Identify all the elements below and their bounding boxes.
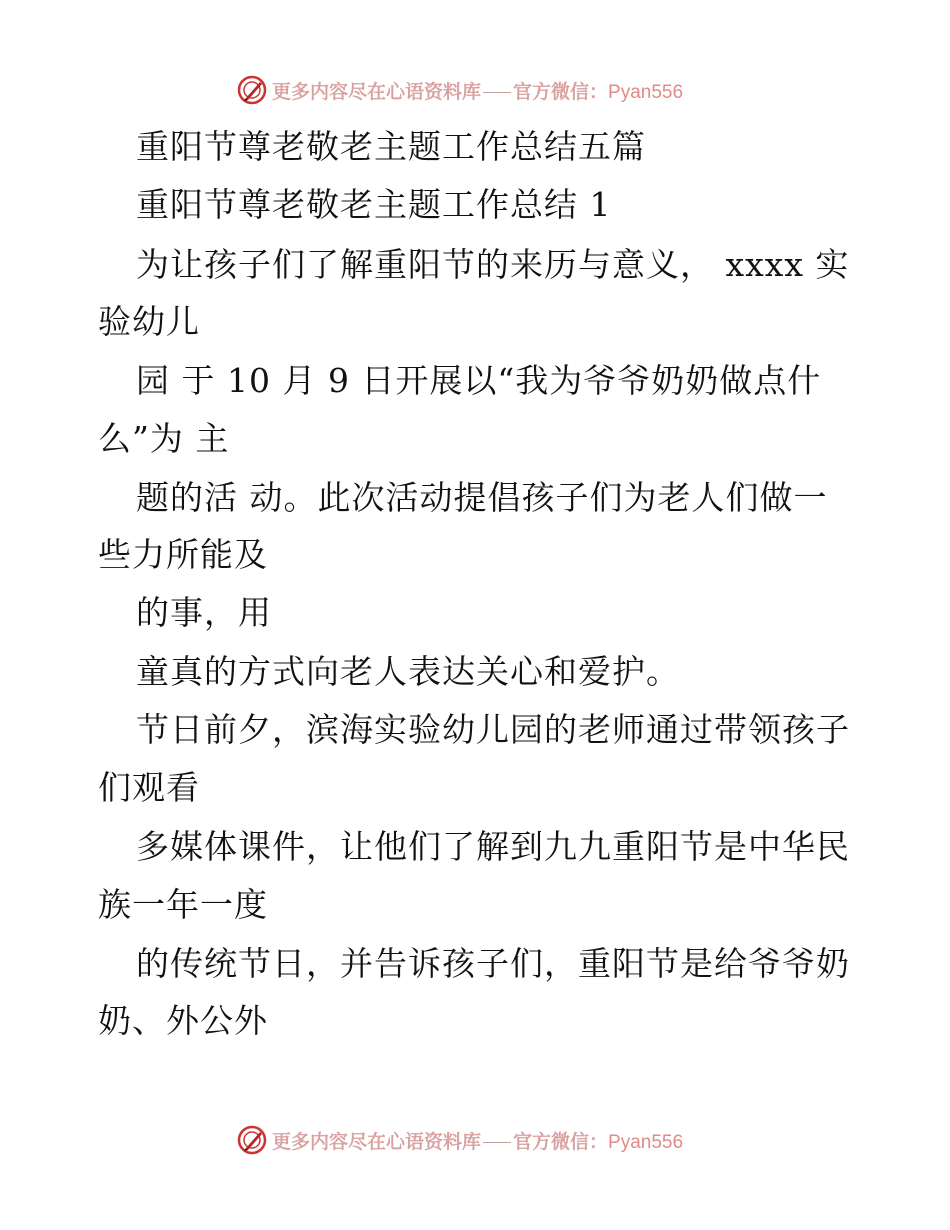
body-line: 们观看 (98, 768, 200, 807)
body-line: 童真的方式向老人表达关心和爱护。 (136, 652, 680, 691)
body-line: 节日前夕，滨海实验幼儿园的老师通过带领孩子 (136, 710, 850, 749)
banner-wechat-id: Pyan556 (608, 81, 684, 103)
body-line: 为让孩子们了解重阳节的来历与意义， xxxx 实 (136, 245, 850, 284)
body-line: 奶、外公外 (98, 1001, 268, 1040)
body-line: 题的活 动。此次活动提倡孩子们为老人们做一 (136, 478, 828, 517)
banner-divider (483, 1142, 511, 1143)
body-line: 园 于 10 月 9 日开展以“我为爷爷奶奶做点什 (136, 361, 822, 400)
body-line: 的事，用 (136, 593, 272, 632)
banner-divider (483, 92, 511, 93)
body-line: 些力所能及 (98, 535, 268, 574)
pen-logo-icon (236, 74, 268, 106)
pen-logo-icon (236, 1124, 268, 1156)
banner-main-text: 更多内容尽在心语资料库 (272, 1130, 482, 1153)
body-line: 族一年一度 (98, 885, 268, 924)
body-line: 多媒体课件，让他们了解到九九重阳节是中华民 (136, 827, 850, 866)
banner-channel-text: 官方微信： (513, 1130, 609, 1153)
banner-text (272, 1127, 683, 1154)
header-banner (0, 70, 950, 110)
banner-wechat-id: Pyan556 (608, 1131, 684, 1153)
footer-banner (0, 1120, 950, 1160)
body-line: 的传统节日，并告诉孩子们，重阳节是给爷爷奶 (136, 944, 850, 983)
section-heading: 重阳节尊老敬老主题工作总结 1 (136, 185, 612, 224)
banner-channel-text: 官方微信： (513, 80, 609, 103)
body-line: 验幼儿 (98, 302, 200, 341)
document-title: 重阳节尊老敬老主题工作总结五篇 (136, 127, 646, 166)
body-line: 么”为 主 (98, 419, 230, 458)
banner-main-text: 更多内容尽在心语资料库 (272, 80, 482, 103)
banner-text (272, 77, 683, 104)
